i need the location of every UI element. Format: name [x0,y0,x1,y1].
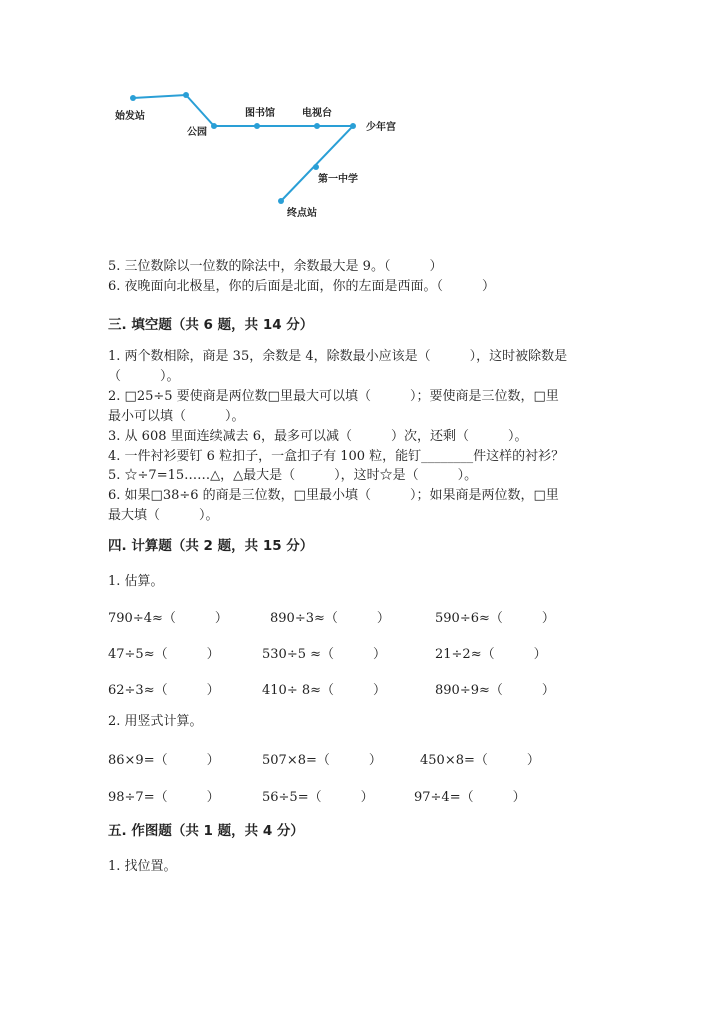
question: 1. 两个数相除，商是 35，余数是 4，除数最小应该是（ ），这时被除数是 [108,349,568,364]
estimate-item: 47÷5≈（ ） [108,647,220,662]
station-label: 第一中学 [318,174,358,185]
question: 最小可以填（ ）。 [108,409,245,424]
station-label: 少年宫 [366,122,396,133]
question: 6. 如果□38÷6 的商是三位数，□里最小填（ ）；如果商是两位数，□里 [108,488,559,503]
question: 1. 估算。 [108,574,164,589]
section-heading: 三. 填空题（共 6 题，共 14 分） [108,317,314,333]
estimate-item: 410÷ 8≈（ ） [262,683,387,698]
estimate-item: 890÷9≈（ ） [435,683,555,698]
question: 5. 三位数除以一位数的除法中，余数最大是 9。（ ） [108,259,443,274]
question: 最大填（ ）。 [108,508,219,523]
section-heading: 四. 计算题（共 2 题，共 15 分） [108,538,314,554]
vertical-item: 56÷5=（ ） [262,790,374,805]
question: （ ）。 [108,369,180,384]
section-heading: 五. 作图题（共 1 题，共 4 分） [108,823,304,839]
bus-route-map [0,0,720,240]
vertical-item: 98÷7=（ ） [108,790,220,805]
question: 6. 夜晚面向北极星，你的后面是北面，你的左面是西面。（ ） [108,279,496,294]
question: 3. 从 608 里面连续减去 6，最多可以减（ ）次，还剩（ ）。 [108,429,528,444]
station-label: 图书馆 [245,108,275,119]
question: 4. 一件衬衫要钉 6 粒扣子，一盒扣子有 100 粒，能钉________件这样的衬衫？ [108,449,565,464]
stop-dot [183,92,189,98]
question: 2. 用竖式计算。 [108,714,203,729]
vertical-item: 97÷4=（ ） [414,790,526,805]
stop-dot [314,123,320,129]
question: 1. 找位置。 [108,859,177,874]
stop-dot [350,123,356,129]
station-label: 始发站 [115,111,145,122]
stop-dot [254,123,260,129]
stop-dot [130,95,136,101]
question: 5. ☆÷7=15……△，△最大是（ ），这时☆是（ ）。 [108,468,478,483]
stop-dot [211,123,217,129]
estimate-item: 790÷4≈（ ） [108,611,228,626]
vertical-item: 507×8=（ ） [262,753,382,768]
estimate-item: 890÷3≈（ ） [270,611,390,626]
station-label: 公园 [187,127,207,138]
estimate-item: 590÷6≈（ ） [435,611,555,626]
stop-dot [313,164,319,170]
estimate-item: 62÷3≈（ ） [108,683,220,698]
estimate-item: 530÷5 ≈（ ） [262,647,387,662]
vertical-item: 86×9=（ ） [108,753,220,768]
estimate-item: 21÷2≈（ ） [435,647,547,662]
vertical-item: 450×8=（ ） [420,753,540,768]
stop-dot [278,198,284,204]
question: 2. □25÷5 要使商是两位数□里最大可以填（ ）；要使商是三位数，□里 [108,389,559,404]
station-label: 电视台 [302,108,332,119]
station-label: 终点站 [287,208,317,219]
